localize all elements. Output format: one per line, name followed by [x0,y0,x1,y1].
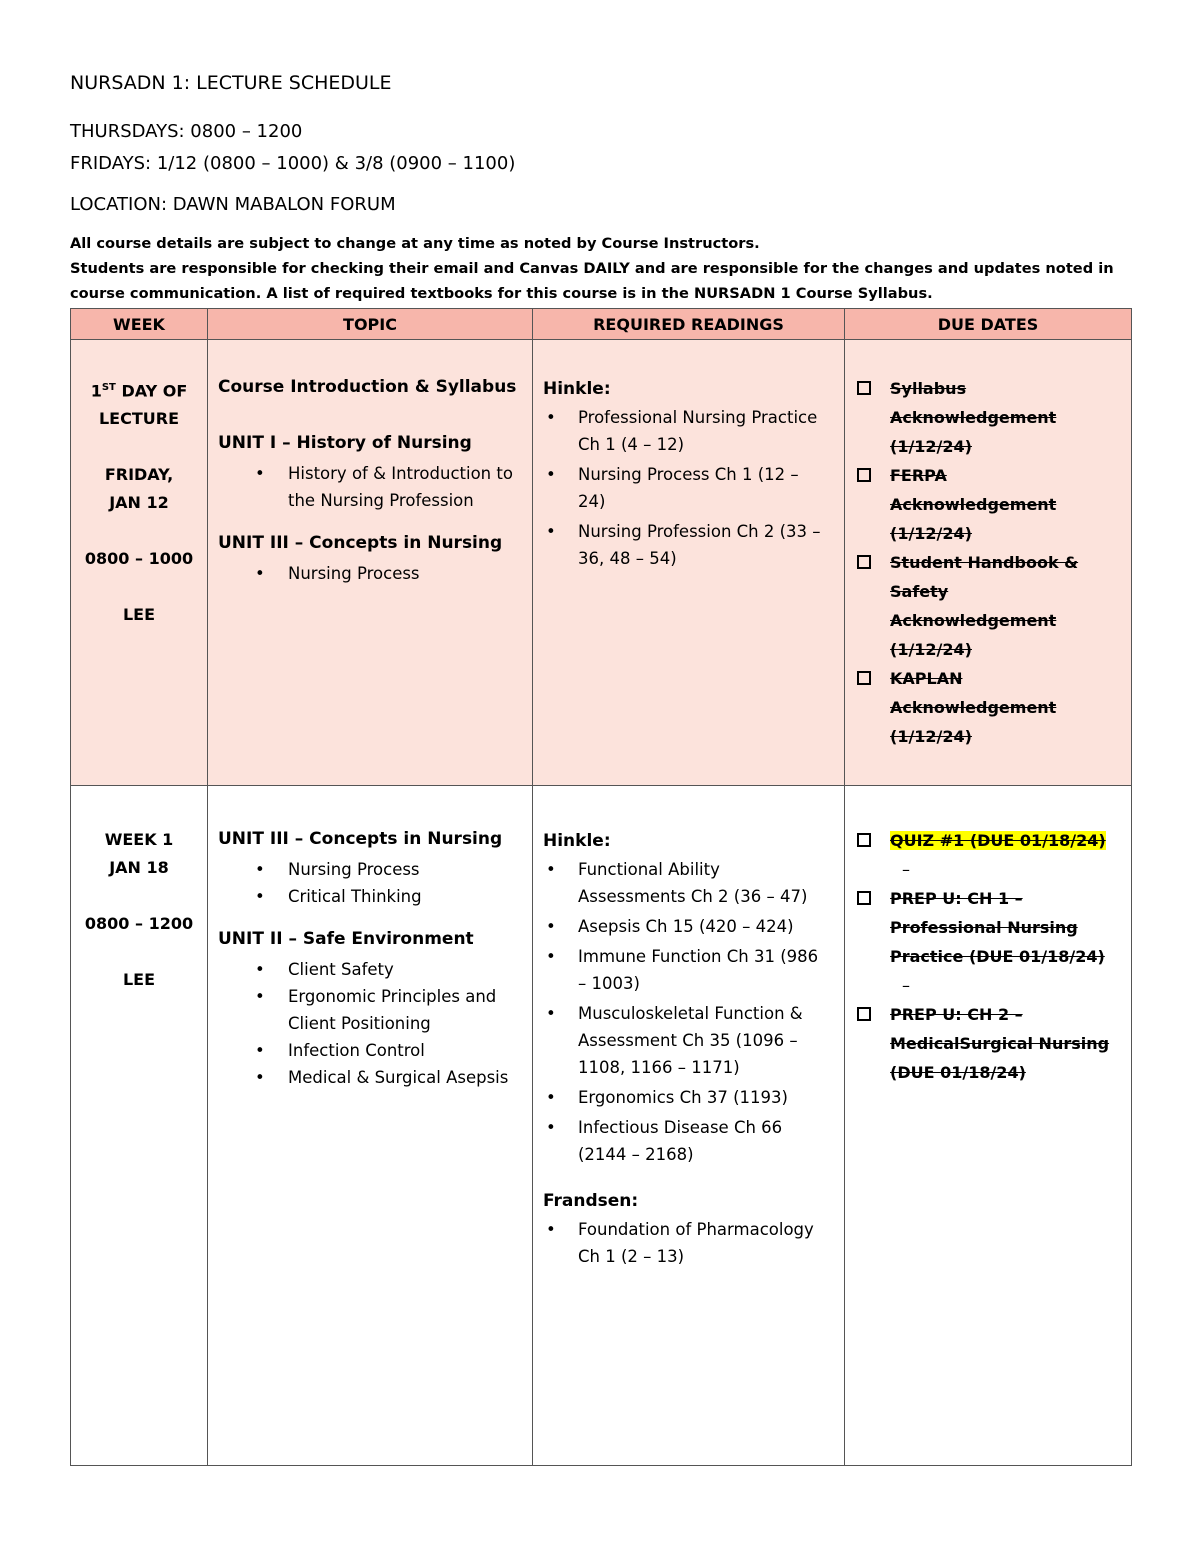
list-item: • Musculoskeletal Function & Assessment Ch 35 (1096 – 1108, 1166 – 1171) [578,1000,830,1081]
week-line: WEEK 1 [104,830,174,849]
due-item: KAPLAN Acknowledgement (1/12/24) [857,664,1117,751]
checkbox-icon [857,891,871,905]
note-responsibility: Students are responsible for checking their email and Canvas DAILY and are responsible for the changes and updates noted in course communication. A list of required textbooks for this course is in the NURSADN 1 Course Syllabus. [70,260,1114,302]
due-dates-cell [845,786,1132,1466]
dash-text: – [902,860,910,879]
list-item: • Nursing Process Ch 1 (12 – 24) [578,461,830,515]
checkbox-icon [857,671,871,685]
list-item: • Professional Nursing Practice Ch 1 (4 – 12) [578,404,830,458]
table-header-row [71,309,1132,340]
page-title: NURSADN 1: LECTURE SCHEDULE [70,72,392,94]
checkbox-icon [857,381,871,395]
due-item: QUIZ #1 (DUE 01/18/24) [857,826,1117,855]
list-item: • Asepsis Ch 15 (420 – 424) [578,913,830,940]
readings-list [543,404,830,572]
readings-list [543,856,830,1168]
reading-source: Frandsen: [543,1191,639,1211]
week-instructor: LEE [122,605,156,625]
list-item: • History of & Introduction to the Nursing Profession [288,460,526,514]
week-line: 1ST DAY OF [90,381,188,401]
location: LOCATION: DAWN MABALON FORUM [70,194,396,215]
due-item: Student Handbook & Safety Acknowledgement (1/12/24) [857,548,1117,664]
list-item: • Nursing Process [288,560,526,587]
topic-list [218,460,526,514]
topic-cell [208,786,533,1466]
topic-heading: Course Introduction & Syllabus [218,377,517,397]
note-change: All course details are subject to change at any time as noted by Course Instructors. [70,235,760,252]
header-topic: TOPIC [208,309,533,340]
topic-heading: UNIT I – History of Nursing [218,433,472,453]
week-instructor: LEE [122,970,156,989]
readings-cell [533,340,845,786]
readings-cell [533,786,845,1466]
list-item: • Foundation of Pharmacology Ch 1 (2 – 13) [578,1216,830,1270]
topic-heading: UNIT III – Concepts in Nursing [218,533,503,553]
checkbox-icon [857,468,871,482]
due-item: PREP U: CH 1 – Professional Nursing Practice (DUE 01/18/24) [857,884,1117,971]
header-week: WEEK [71,309,208,340]
checkbox-icon [857,833,871,847]
list-item: • Client Safety [288,956,526,983]
list-item: • Ergonomics Ch 37 (1193) [578,1084,830,1111]
week-date: JAN 18 [109,858,169,877]
list-item: • Functional Ability Assessments Ch 2 (36 – 47) [578,856,830,910]
due-item: Syllabus Acknowledgement (1/12/24) [857,374,1117,461]
week-date: JAN 12 [109,493,169,513]
topic-list [218,560,526,587]
table-row [71,786,1132,1466]
checkbox-icon [857,1007,871,1021]
reading-source: Hinkle: [543,831,611,851]
reading-source: Hinkle: [543,379,611,399]
list-item: • Infectious Disease Ch 66 (2144 – 2168) [578,1114,830,1168]
week-line: LECTURE [98,409,180,429]
topic-heading: UNIT II – Safe Environment [218,929,474,949]
table-row [71,340,1132,786]
header-readings: REQUIRED READINGS [533,309,845,340]
due-item: FERPA Acknowledgement (1/12/24) [857,461,1117,548]
schedule-table [70,308,1132,1466]
fridays-schedule: FRIDAYS: 1/12 (0800 – 1000) & 3/8 (0900 – 1100) [70,153,516,174]
topic-list [218,956,526,1091]
list-item: • Ergonomic Principles and Client Positioning [288,983,526,1037]
header-due-dates: DUE DATES [845,309,1132,340]
list-item: • Infection Control [288,1037,526,1064]
checkbox-icon [857,555,871,569]
thursdays-schedule: THURSDAYS: 0800 – 1200 [70,121,303,142]
due-item: PREP U: CH 2 – MedicalSurgical Nursing (DUE 01/18/24) [857,1000,1117,1087]
due-dates-cell [845,340,1132,786]
list-item: • Nursing Profession Ch 2 (33 – 36, 48 – 54) [578,518,830,572]
week-day: FRIDAY, [104,465,174,485]
topic-list [218,856,526,910]
readings-list [543,1216,830,1270]
week-cell [71,340,208,786]
list-item: • Medical & Surgical Asepsis [288,1064,526,1091]
week-cell [71,786,208,1466]
week-time: 0800 – 1000 [84,549,194,569]
list-item: • Nursing Process [288,856,526,883]
document-page [70,72,1130,1466]
topic-heading: UNIT III – Concepts in Nursing [218,829,503,849]
list-item: • Critical Thinking [288,883,526,910]
dash-text: – [902,976,910,995]
topic-cell [208,340,533,786]
week-time: 0800 – 1200 [84,914,194,933]
list-item: • Immune Function Ch 31 (986 – 1003) [578,943,830,997]
